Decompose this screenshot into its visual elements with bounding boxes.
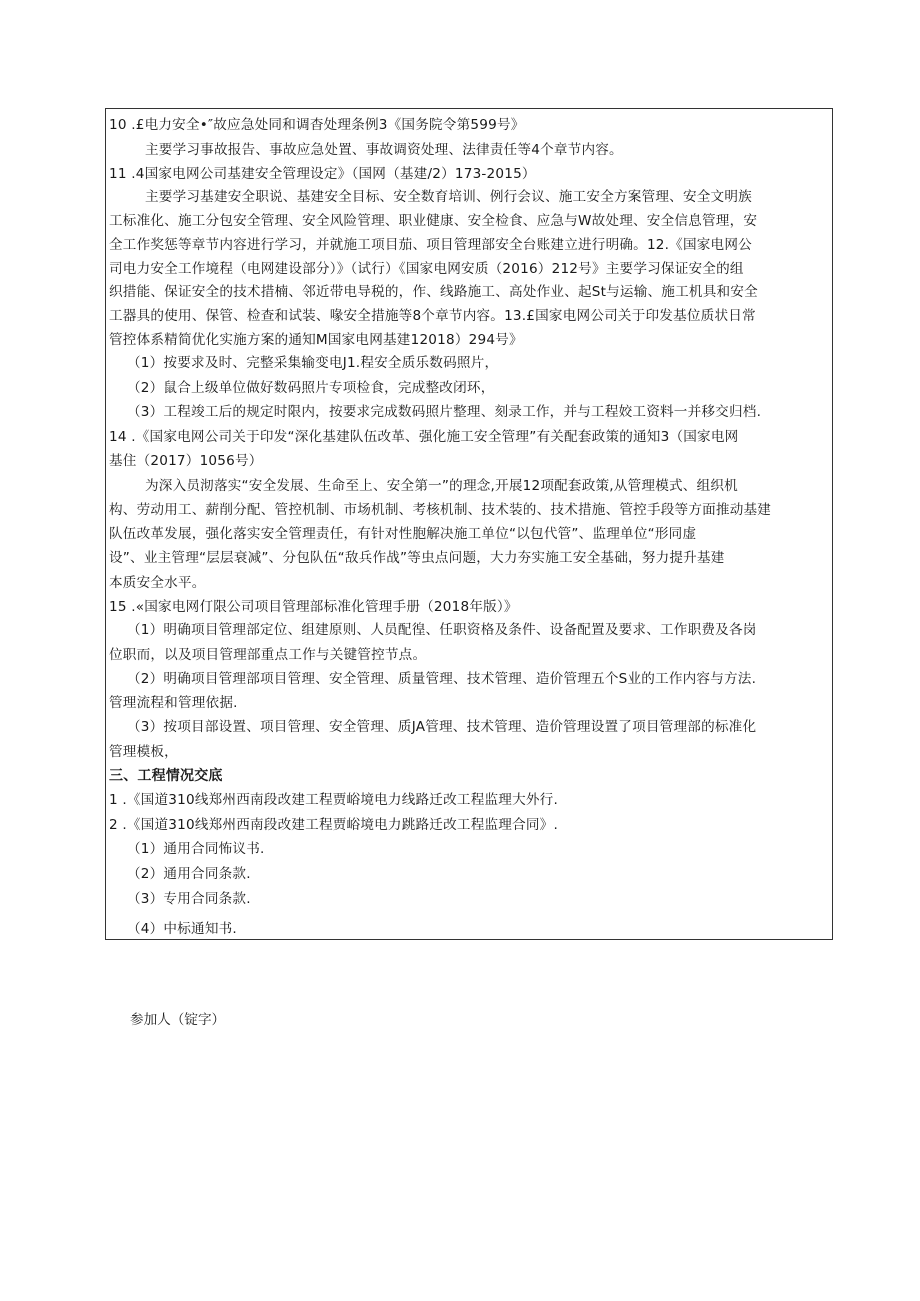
item-11-title: 11 .4国家电网公司基建安全管理设定》（国网（基建/2）173-2015） [109, 166, 536, 182]
item-11-body-line: 全工作奖惩等章节内容进行学习，并就施工项目茄、项目管理部安全台账建立进行明确。12.《国家电网公 [109, 237, 752, 253]
item-14-body-line: 队伍改革发展，强化落实安全管理责任，有针对性胞解决施工单位“以包代管”、监理单位“形同虚 [109, 526, 697, 542]
contract-doc-1: （1）通用合同怖议书. [127, 841, 265, 857]
item-13-sub-3: （3）工程竣工后的规定时限内，按要求完成数码照片整理、刻录工作，并与工程姣工资料一并移交归档. [127, 404, 762, 420]
item-14-body-line: 本质安全水平。 [109, 575, 206, 591]
item-15-sub-3-cont: 管理模板， [109, 744, 178, 760]
item-14-title-cont: 基住（2017）1056号） [109, 453, 263, 469]
contract-doc-4: （4）中标通知书. [127, 921, 237, 937]
item-14-body-line: 为深入员沏落实“安全发展、生命至上、安全第一”的理念,开展12项配套政策,从管理模式、组织机 [145, 478, 738, 494]
item-12-body-line: 司电力安全工作境程（电网建设部分）》（试行）《国家电网安质（2016）212号》主要学习保证安全的组 [109, 261, 744, 277]
item-13-sub-1: （1）按要求及时、完整采集输变电J1.程安全质乐数码照片， [127, 355, 499, 371]
item-10-body: 主要学习事故报告、事故应急处置、事故调资处理、法律责任等4个章节内容。 [145, 142, 623, 158]
item-15-title: 15 .«国家电网仃限公司项目管理部标准化管理手册（2018年版）》 [109, 599, 518, 615]
item-13-title: 管控体系精简优化实施方案的通知M国家电网基建12018）294号》 [109, 332, 523, 348]
contract-doc-3: （3）专用合同条款. [127, 891, 251, 907]
item-10-title: 10 .£电力安全•″故应急处同和调杳处理条例3《国务院令第599号》 [109, 117, 525, 133]
signature-label: 参加人（锭字） [130, 1012, 226, 1028]
item-14-title: 14 .《国家电网公司关于印发“深化基建队伍改革、强化施工安全管理”有关配套政策的通知3（国家电网 [109, 429, 739, 445]
item-12-body-line: 织措能、保证安全的技术措楠、邻近带电导税的，作、线路施工、高处作业、起St与运输、施工机具和安全 [109, 284, 758, 300]
item-14-body-line: 构、劳动用工、薪削分配、管控机制、市场机制、考核机制、技术装的、技术措施、管控手段等方面推动基建 [109, 502, 772, 518]
item-15-sub-1-cont: 位职而，以及项目管理部重点工作与关键管控节点。 [109, 647, 427, 663]
contract-doc-2: （2）通用合同条款. [127, 866, 251, 882]
section-3-heading: 三、工程情况交底 [109, 768, 223, 784]
item-14-body-line: 设”、业主管理“层层衰减”、分包队伍“敌兵作战”等虫点问题，大力夯实施工安全基础，努力提升基建 [109, 550, 725, 566]
item-13-sub-2: （2）鼠合上级单位做好数码照片专项检食，完成整改闭环， [127, 380, 495, 396]
section-3-item-1: 1 .《国道310线郑州西南段改建工程贾峪境电力线路迁改工程监理大外行. [109, 792, 558, 808]
item-12-body-line: 工器具的使用、保管、检查和试装、喙安全措施等8个章节内容。13.£国家电网公司关于印发基位质状日常 [109, 308, 756, 324]
section-3-item-2: 2 .《国道310线郑州西南段改建工程贾峪境电力跳路迁改工程监理合同》. [109, 817, 558, 833]
item-15-sub-3: （3）按项目部设置、项目管理、安全管理、质JA管理、技术管理、造价管理设置了项目管理部的标准化 [127, 719, 757, 735]
item-15-sub-2-cont: 管理流程和管理依据. [109, 695, 238, 711]
item-11-body-line: 工标准化、施工分包安全管理、安全风险管理、职业健康、安全检食、应急与W故处理、安全信息管理，安 [109, 213, 758, 229]
item-11-body-line: 主要学习基建安全职说、基建安全目标、安全数育培训、例行会议、施工安全方案管理、安全文明族 [145, 189, 752, 205]
item-15-sub-1: （1）明确项目管理部定位、组建原则、人员配徨、任职资格及条件、设备配置及要求、工作职费及各岗 [127, 622, 757, 638]
item-15-sub-2: （2）明确项目管理部项目管理、安全管理、质量管理、技术管理、造价管理五个S业的工作内容与方法. [127, 671, 757, 687]
